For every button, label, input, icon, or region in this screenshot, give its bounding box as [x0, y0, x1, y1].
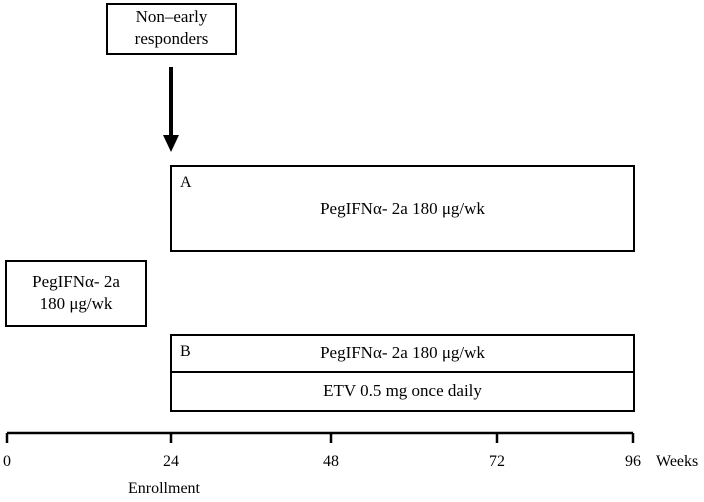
arm-b-peg-regimen: PegIFNα- 2a 180 μg/wk — [320, 343, 485, 362]
tick-label-24: 24 — [163, 453, 179, 470]
tick-label-72: 72 — [489, 453, 505, 470]
arm-a-regimen: PegIFNα- 2a 180 μg/wk — [320, 199, 485, 218]
callout-line-1: Non–early — [135, 7, 208, 26]
tick-label-48: 48 — [323, 453, 339, 470]
tick-label-96: 96 — [625, 453, 641, 470]
pre-enrollment-line-1: PegIFNα- 2a — [32, 272, 120, 291]
pre-enrollment-label — [5, 271, 147, 315]
pre-enrollment-line-2: 180 μg/wk — [39, 294, 113, 313]
enrollment-label: Enrollment — [128, 480, 200, 497]
arm-a-letter: A — [180, 174, 192, 191]
arm-b-etv-regimen: ETV 0.5 mg once daily — [323, 381, 482, 400]
arrow-down-icon — [163, 135, 179, 152]
axis-unit-label: Weeks — [656, 453, 699, 470]
non-early-responders-label — [106, 6, 237, 50]
tick-label-0: 0 — [3, 453, 11, 470]
arm-b-letter: B — [180, 343, 191, 360]
callout-line-2: responders — [134, 29, 209, 48]
